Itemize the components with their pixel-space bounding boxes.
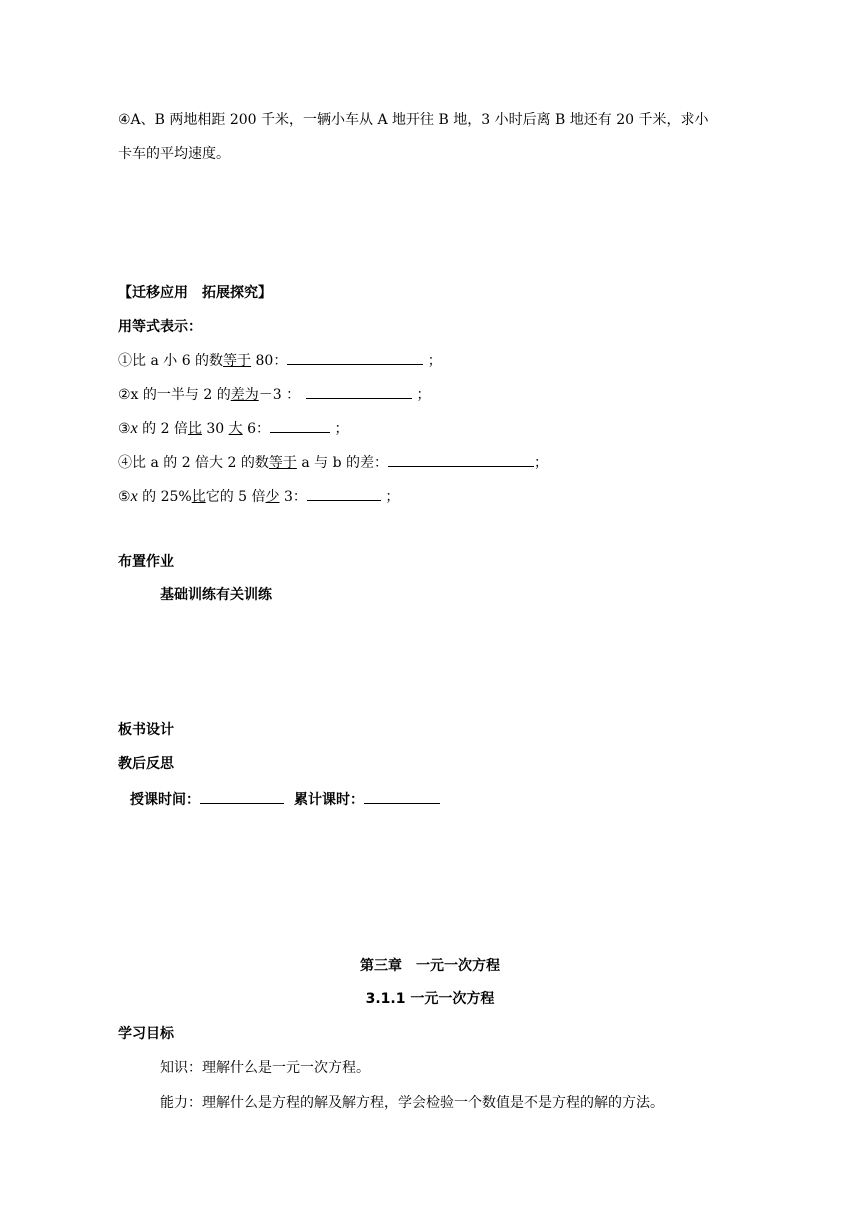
total-hours-blank[interactable] [364, 789, 440, 804]
equation-item-2: ②x 的一半与 2 的差为－3 ： ； [118, 384, 431, 404]
answer-blank-3[interactable] [270, 418, 330, 433]
equation-item-1: ①比 a 小 6 的数等于 80： ； [118, 350, 442, 370]
timing-line [130, 789, 440, 809]
class-time-label: 授课时间： [130, 792, 200, 808]
section-title: 3.1.1 一元一次方程 [365, 991, 495, 1007]
objective-knowledge: 知识：理解什么是一元一次方程。 [160, 1060, 370, 1076]
answer-blank-2[interactable] [306, 384, 412, 399]
equation-item-3: ③x 的 2 倍比 30 大 6： ； [118, 420, 349, 437]
answer-blank-1[interactable] [287, 350, 423, 365]
problem-4-line-1: ④A、B 两地相距 200 千米，一辆小车从 A 地开往 B 地，3 小时后离 B 地还有 20 千米，求小 [118, 112, 709, 128]
equation-item-4: ④比 a 的 2 倍大 2 的数等于 a 与 b 的差： ； [118, 452, 548, 472]
transfer-intro: 用等式表示： [118, 319, 202, 335]
homework-heading: 布置作业 [118, 554, 174, 570]
class-time-blank[interactable] [200, 789, 284, 804]
transfer-heading: 【迁移应用 拓展探究】 [118, 285, 272, 301]
objectives-heading: 学习目标 [118, 1026, 174, 1042]
problem-4-line-2: 卡车的平均速度。 [118, 146, 230, 162]
chapter-title: 第三章 一元一次方程 [360, 958, 500, 974]
reflection-heading: 教后反思 [118, 756, 174, 772]
board-design-heading: 板书设计 [118, 722, 174, 738]
answer-blank-5[interactable] [307, 486, 381, 501]
equation-item-5: ⑤x 的 25%比它的 5 倍少 3： ； [118, 488, 400, 505]
answer-blank-4[interactable] [388, 452, 534, 467]
homework-content: 基础训练有关训练 [160, 587, 272, 603]
total-hours-label: 累计课时： [294, 792, 364, 808]
objective-ability: 能力：理解什么是方程的解及解方程，学会检验一个数值是不是方程的解的方法。 [160, 1095, 664, 1111]
